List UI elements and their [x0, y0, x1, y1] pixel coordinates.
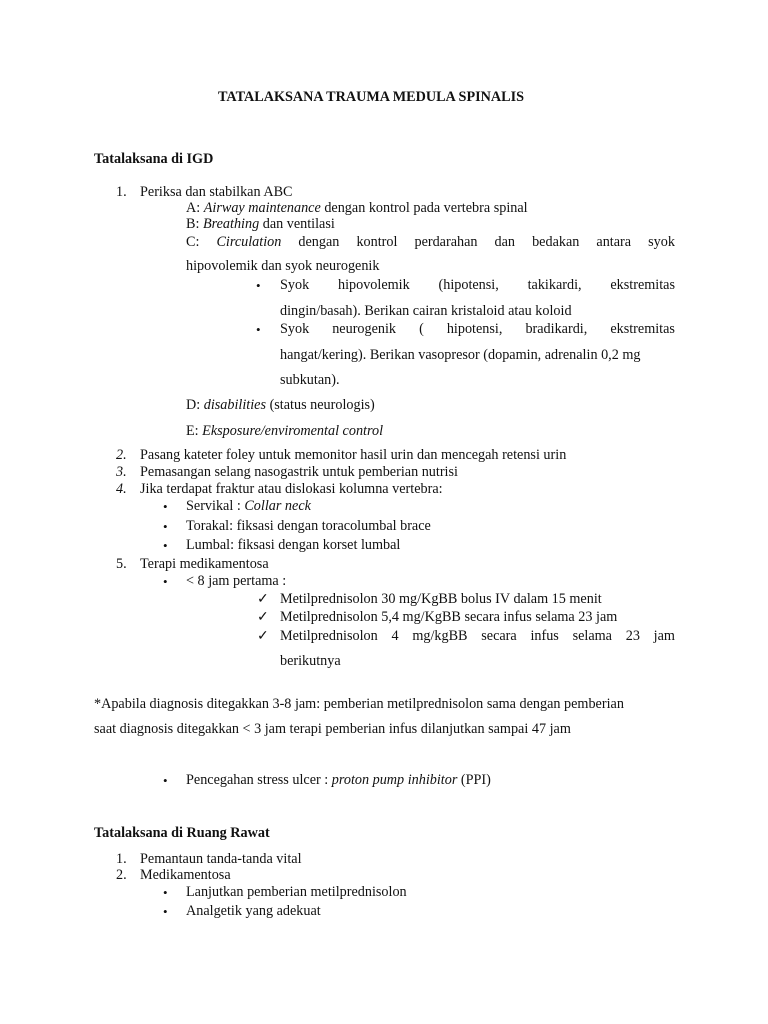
- bullet-icon: •: [256, 278, 261, 293]
- list-item-nasogastric: Pemasangan selang nasogastrik untuk pemberian nutrisi: [140, 464, 458, 480]
- bullet-icon: •: [163, 499, 168, 514]
- cervical-line: Servikal : Collar neck: [186, 498, 311, 514]
- ward-bullet-methylprednisolone: Lanjutkan pemberian metilprednisolon: [186, 884, 407, 900]
- neurogenic-shock-line-3: subkutan).: [280, 372, 340, 388]
- check-icon: ✓: [257, 592, 269, 607]
- check-icon: ✓: [257, 629, 269, 644]
- hypovolemic-shock-line-2: dingin/basah). Berikan cairan kristaloid atau koloid: [280, 303, 572, 319]
- list-number-2: 2.: [116, 447, 127, 463]
- bullet-icon: •: [256, 322, 261, 337]
- exposure-line: E: Eksposure/enviromental control: [186, 423, 384, 439]
- list-number-4: 4.: [116, 481, 127, 497]
- hypovolemic-shock-line: Syok hipovolemik (hipotensi, takikardi, ekstremitas: [280, 277, 675, 293]
- neurogenic-shock-line-2: hangat/kering). Berikan vasopresor (dopamin, adrenalin 0,2 mg: [280, 347, 641, 363]
- first-8-hours-line: < 8 jam pertama :: [186, 573, 287, 589]
- section-heading-igd: Tatalaksana di IGD: [94, 151, 214, 167]
- list-item-abc: Periksa dan stabilkan ABC: [140, 184, 293, 200]
- list-number-3: 3.: [116, 464, 127, 480]
- bullet-icon: •: [163, 538, 168, 553]
- ppi-line: Pencegahan stress ulcer : proton pump inhibitor (PPI): [186, 772, 491, 788]
- section-heading-ward: Tatalaksana di Ruang Rawat: [94, 825, 270, 841]
- thoracic-line: Torakal: fiksasi dengan toracolumbal brace: [186, 518, 431, 534]
- neurogenic-shock-line: Syok neurogenik ( hipotensi, bradikardi, ekstremitas: [280, 321, 675, 337]
- ward-item-vitals: Pemantaun tanda-tanda vital: [140, 851, 302, 867]
- ward-bullet-analgesic: Analgetik yang adekuat: [186, 903, 321, 919]
- dose-line-1: Metilprednisolon 30 mg/KgBB bolus IV dalam 15 menit: [280, 591, 602, 607]
- list-number-5: 5.: [116, 556, 127, 572]
- list-item-medication: Terapi medikamentosa: [140, 556, 269, 572]
- bullet-icon: •: [163, 904, 168, 919]
- dose-line-3-cont: berikutnya: [280, 653, 341, 669]
- disabilities-line: D: disabilities (status neurologis): [186, 397, 375, 413]
- page-title: TATALAKSANA TRAUMA MEDULA SPINALIS: [218, 89, 524, 105]
- bullet-icon: •: [163, 885, 168, 900]
- dose-line-2: Metilprednisolon 5,4 mg/KgBB secara infus selama 23 jam: [280, 609, 618, 625]
- dose-line-3: Metilprednisolon 4 mg/kgBB secara infus selama 23 jam: [280, 628, 675, 644]
- list-number-1: 1.: [116, 184, 127, 200]
- bullet-icon: •: [163, 574, 168, 589]
- ward-number-2: 2.: [116, 867, 127, 883]
- list-item-fracture: Jika terdapat fraktur atau dislokasi kolumna vertebra:: [140, 481, 443, 497]
- ward-number-1: 1.: [116, 851, 127, 867]
- lumbar-line: Lumbal: fiksasi dengan korset lumbal: [186, 537, 401, 553]
- breathing-line: B: Breathing dan ventilasi: [186, 216, 335, 232]
- list-item-catheter: Pasang kateter foley untuk memonitor hasil urin dan mencegah retensi urin: [140, 447, 567, 463]
- bullet-icon: •: [163, 773, 168, 788]
- circulation-line: C: Circulation dengan kontrol perdarahan dan bedakan antara syok: [186, 234, 675, 250]
- check-icon: ✓: [257, 610, 269, 625]
- ward-item-medication: Medikamentosa: [140, 867, 231, 883]
- bullet-icon: •: [163, 519, 168, 534]
- note-line-1: *Apabila diagnosis ditegakkan 3-8 jam: pemberian metilprednisolon sama dengan pemberian: [94, 696, 624, 712]
- airway-line: A: Airway maintenance dengan kontrol pada vertebra spinal: [186, 200, 528, 216]
- note-line-2: saat diagnosis ditegakkan < 3 jam terapi pemberian infus dilanjutkan sampai 47 jam: [94, 721, 571, 737]
- circulation-line-2: hipovolemik dan syok neurogenik: [186, 258, 380, 274]
